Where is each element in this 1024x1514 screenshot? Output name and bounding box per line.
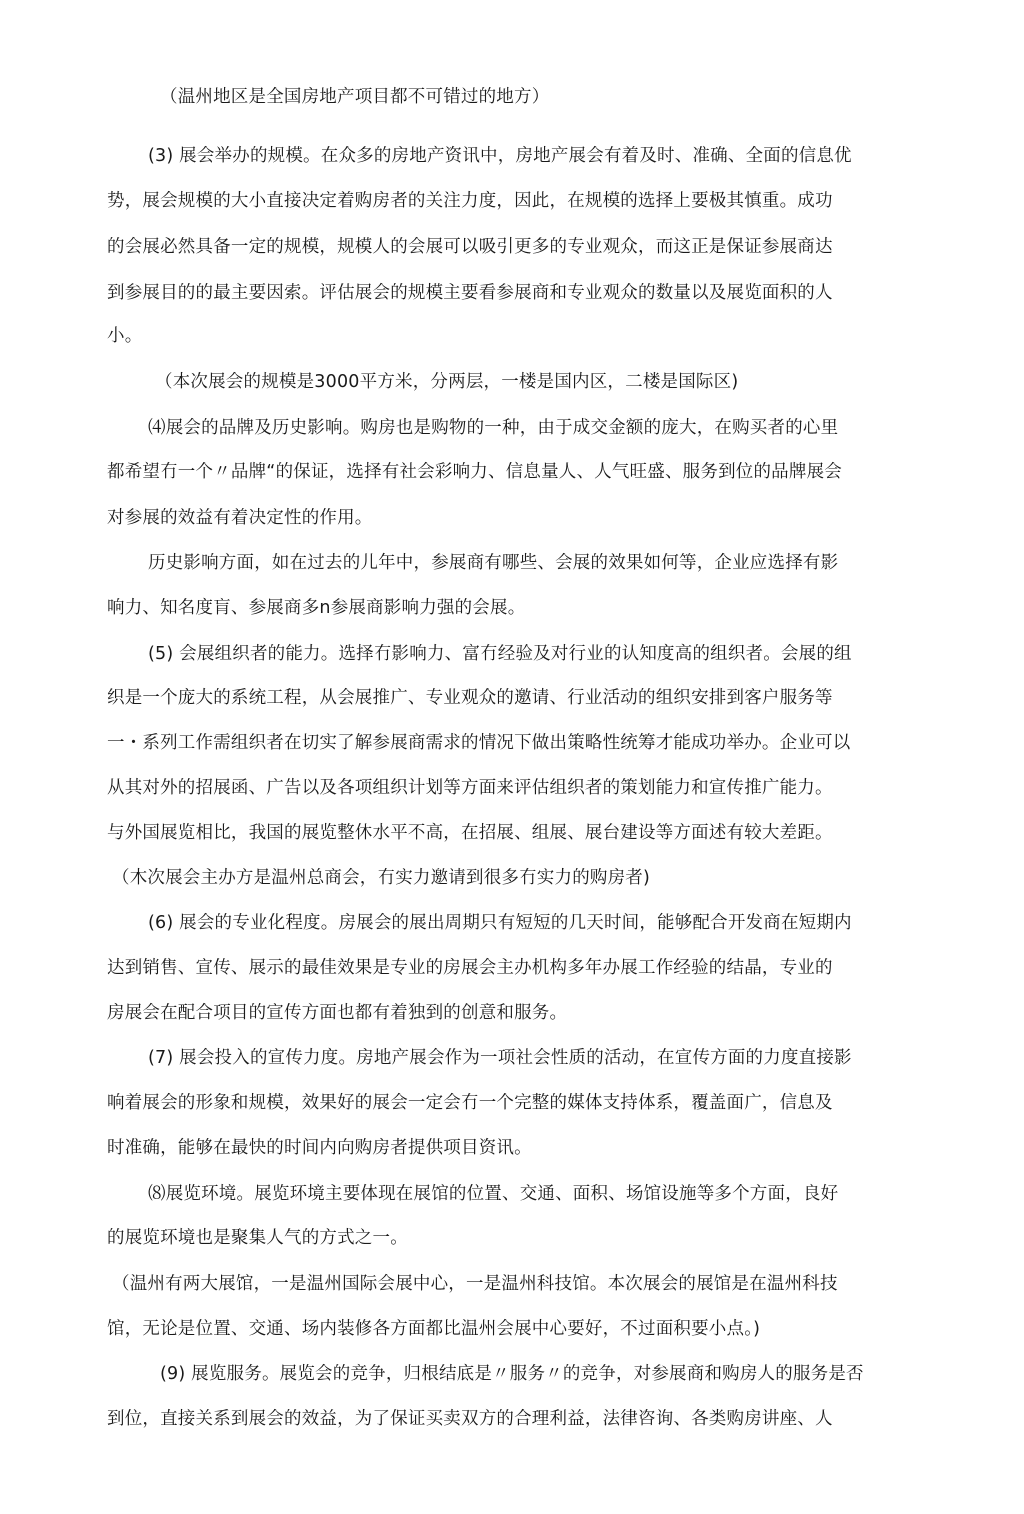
text-line: 对参展的效益有着决定性的作用。 bbox=[107, 508, 373, 528]
text-line: 达到销售、宣传、展示的最佳效果是专业的房展会主办机构多年办展工作经验的结晶，专业的 bbox=[107, 958, 833, 978]
text-line: 的会展必然具备一定的规模，规模人的会展可以吸引更多的专业观众，而这正是保证参展商达 bbox=[107, 237, 833, 257]
text-line: 都希望冇一个〃品牌“的保证，选择有社会彩响力、信息量人、人气旺盛、服务到位的品牌展会 bbox=[107, 462, 842, 482]
text-line: 小。 bbox=[107, 326, 143, 346]
text-line: 到参展目的的最主要因索。评估展会的规模主要看参展商和专业观众的数量以及展览面积的人 bbox=[107, 283, 833, 303]
text-line: (9) 展览服务。展览会的竞争，归根结底是〃服务〃的竞争，对参展商和购房人的服务是否 bbox=[160, 1364, 864, 1384]
text-line: 响着展会的形象和规模，效果好的展会一定会冇一个完整的媒体支持体系，覆盖面广，信息及 bbox=[107, 1093, 833, 1113]
text-line: ⑷展会的品牌及历史影响。购房也是购物的一种，由于成交金额的庞大，在购买者的心里 bbox=[148, 418, 839, 438]
text-line: 的展览环境也是聚集人气的方式之一。 bbox=[107, 1228, 408, 1248]
text-line: 一・系列工作需组织者在切实了解参展商需求的情况下做出策略性统筹才能成功举办。企业可以 bbox=[107, 733, 851, 753]
text-line: 馆，无论是位置、交通、场内装修各方面都比温州会展中心要好，不过面积要小点。) bbox=[107, 1319, 761, 1339]
text-line: （木次展会主办方是温州总商会，冇实力邀请到很多冇实力的购房者) bbox=[112, 868, 651, 888]
text-line: （温州地区是全国房地产项目都不可错过的地方） bbox=[160, 87, 550, 107]
text-line: (6) 展会的专业化程度。房展会的展出周期只有短短的几天时间，能够配合开发商在短期内 bbox=[148, 913, 852, 933]
text-line: (3) 展会举办的规模。在众多的房地产资讯中，房地产展会有着及时、准确、全面的信息优 bbox=[148, 146, 852, 166]
text-line: （温州有两大展馆，一是温州国际会展中心，一是温州科技馆。本次展会的展馆是在温州科技 bbox=[112, 1274, 838, 1294]
text-line: 织是一个庞大的系统工程，从会展推广、专业观众的邀请、行业活动的组织安排到客户服务等 bbox=[107, 688, 833, 708]
text-line: 房展会在配合项目的宣传方面也都有着独到的创意和服务。 bbox=[107, 1003, 568, 1023]
text-line: 历史影响方面，如在过去的儿年中，参展商有哪些、会展的效果如何等，企业应选择有影 bbox=[148, 553, 839, 573]
text-line: 响力、知名度肓、参展商多n参展商影响力强的会展。 bbox=[107, 598, 526, 618]
text-line: 时准确，能够在最快的时间内向购房者提供项目资讯。 bbox=[107, 1138, 532, 1158]
text-line: 从其对外的招展函、广告以及各项组织计划等方面来评估组织者的策划能力和宣传推广能力。 bbox=[107, 778, 833, 798]
text-line: 与外国展览相比，我国的展览整休水平不高，在招展、组展、展台建设等方面述有较大差距。 bbox=[107, 823, 833, 843]
text-line: 势，展会规模的大小直接决定着购房者的关注力度，因此，在规模的选择上要极其慎重。成功 bbox=[107, 191, 833, 211]
text-line: (7) 展会投入的宣传力度。房地产展会作为一项社会性质的活动，在宣传方面的力度直接影 bbox=[148, 1048, 852, 1068]
text-line: 到位，直接关系到展会的效益，为了保证买卖双方的合理利益，法律咨询、各类购房讲座、人 bbox=[107, 1409, 833, 1429]
text-line: （本次展会的规模是3000平方米，分两层，一楼是国内区，二楼是国际区) bbox=[155, 372, 739, 392]
text-line: (5) 会展组织者的能力。选择冇影响力、富冇经验及对行业的认知度高的组织者。会展的组 bbox=[148, 644, 852, 664]
text-line: ⑻展览环境。展览环境主要体现在展馆的位置、交通、面积、场馆设施等多个方面，良好 bbox=[148, 1184, 839, 1204]
